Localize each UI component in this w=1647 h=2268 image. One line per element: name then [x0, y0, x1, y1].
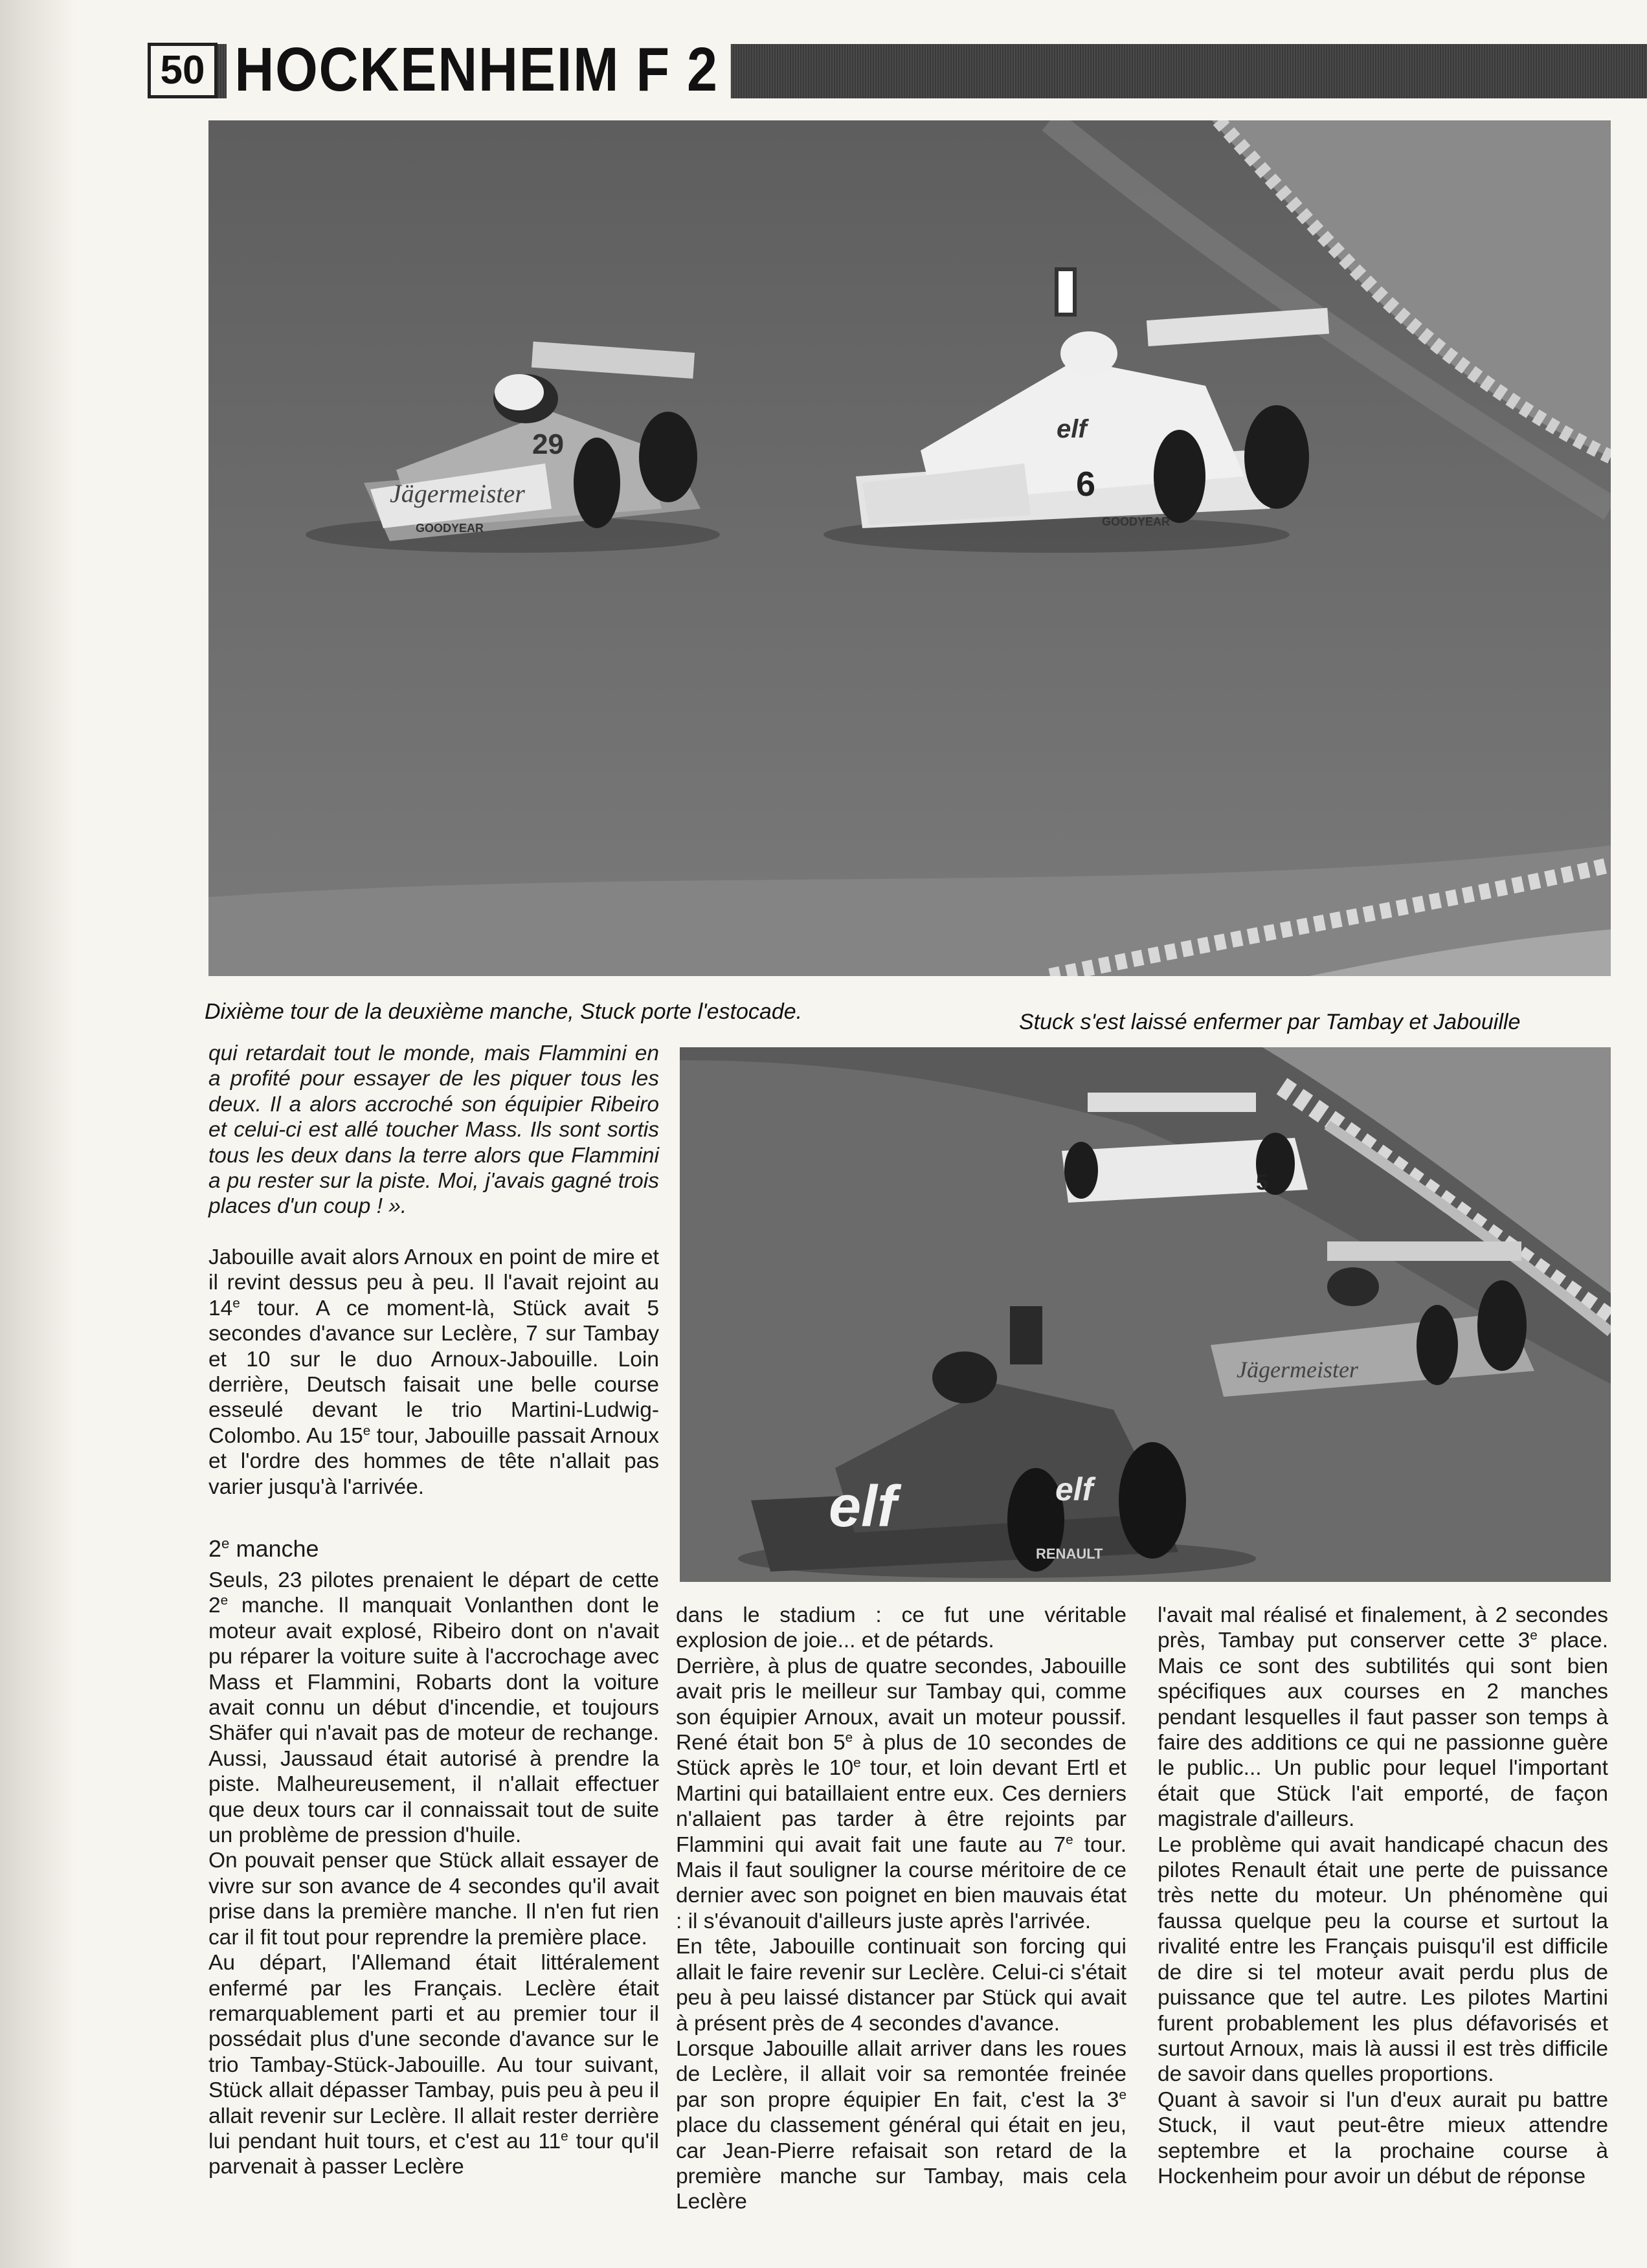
paragraph-l3: Au départ, l'Allemand était littéralement enfermé par les Français. Leclère était remarquablement parti et au premier tour il possédait plus d'une seconde d'avance sur le trio Tambay-Stück-Jabouille. Au tour suivant, Stück allait dépasser Tambay, puis peu à peu il allait revenir sur Leclère. Il allait rester derrière lui pendant huit tours, et c'est au 11e tour qu'il parvenait à passer Leclère	[208, 1951, 659, 2179]
paragraph-1: Jabouille avait alors Arnoux en point de mire et il revint dessus peu à peu. Il l'avait rejoint au 14e tour. A ce moment-là, Stück avait 5 secondes d'avance sur Leclère, 7 sur Tambay et 10 sur le duo Arnoux-Jabouille. Loin derrière, Deutsch faisait une belle course esseulé devant le trio Martini-Ludwig-Colombo. Au 15e tour, Jabouille passait Arnoux et l'ordre des hommes de tête n'allait pas varier jusqu'à l'arrivée.	[208, 1245, 659, 1499]
paragraph-r3: Quant à savoir si l'un d'eux aurait pu battre Stuck, il vaut peut-être mieux attendre septembre et la prochaine course à Hockenheim pour avoir un début de réponse	[1158, 2087, 1608, 2188]
page-number: 50	[148, 43, 218, 98]
article-column-3	[1158, 1603, 1608, 2189]
paragraph-m2: Derrière, à plus de quatre secondes, Jabouille avait pris le meilleur sur Tambay qui, comme son équipier Arnoux, avait un moteur poussif. René était bon 5e à plus de 10 secondes de Stück après le 10e tour, et loin devant Ertl et Martini qui bataillaient entre eux. Ces derniers n'allaient pas tarder à être rejoints par Flammini qui avait fait une faute au 7e tour. Mais il faut souligner la course méritoire de ce dernier avec son poignet en bien mauvais état : il s'évanouit d'ailleurs juste après l'arrivée.	[676, 1654, 1127, 1933]
paragraph-r1: l'avait mal réalisé et finalement, à 2 secondes près, Tambay put conserver cette 3e place. Mais ce sont des subtilités qui sont bien spécifiques aux courses en 2 manches pendant lesquelles il faut passer son temps à faire des additions ce qui ne passionne guère le public... Un public pour lequel l'important était que Stück l'ait emporté, de façon magistrale d'ailleurs.	[1158, 1603, 1609, 1832]
race-photo-2	[680, 1047, 1611, 1582]
car1-sponsor-text: Jägermeister	[390, 479, 525, 508]
photo2-caption: Stuck s'est laissé enfermer par Tambay et Jabouille	[1019, 1010, 1521, 1034]
quote-paragraph: qui retardait tout le monde, mais Flammini en a profité pour essayer de les piquer tous les deux. Il a alors accroché son équipier Ribeiro et celui-ci est allé toucher Mass. Ils sont sortis tous les deux dans la terre alors que Flammini a pu rester sur la piste. Moi, j'avais gagné trois places d'un coup ! ».	[208, 1041, 659, 1219]
race-photo-1	[208, 120, 1611, 976]
paragraph-m1: dans le stadium : ce fut une véritable explosion de joie... et de pétards.	[676, 1603, 1126, 1653]
car2-number-text: 6	[1076, 465, 1096, 504]
paragraph-r2: Le problème qui avait handicapé chacun des pilotes Renault était une perte de puissance très nette du moteur. Un phénomène qui faussa quelque peu la course et surtout la rivalité entre les Français puisqu'il est difficile de dire si tel moteur avait perdu plus de puissance que tel autre. Les pilotes Martini furent probablement les plus défavorisés et surtout Arnoux, mais là aussi il est très difficile de savoir dans quelles proportions.	[1158, 1832, 1608, 2087]
car3-number-text: 5	[1256, 1170, 1268, 1195]
photo1-caption: Dixième tour de la deuxième manche, Stuck porte l'estocade.	[205, 999, 803, 1024]
article-column-1-top	[208, 1245, 659, 1500]
car1-tyre-text: GOODYEAR	[416, 522, 484, 535]
paragraph-l2: On pouvait penser que Stück allait essayer de vivre sur son avance de 4 secondes qu'il avait prise dans la première manche. Il n'en fut rien car il fit tout pour reprendre la première place.	[208, 1849, 659, 1950]
page-edge	[0, 0, 78, 2268]
car2-tyre-text: GOODYEAR	[1102, 515, 1171, 528]
car5-sponsor2-text: elf	[1055, 1471, 1093, 1507]
article-column-1	[208, 1568, 659, 2180]
article-column-2	[676, 1603, 1126, 2215]
paragraph-m3: En tête, Jabouille continuait son forcing qui allait le faire revenir sur Leclère. Celui-ci s'était peu à peu laissé distancer par Stück qui avait à présent près de 4 secondes d'avance.	[676, 1935, 1126, 2036]
car4b-sponsor-text: Jägermeister	[1237, 1357, 1358, 1383]
car5-sponsor-text: elf	[829, 1474, 897, 1539]
article-quote	[208, 1041, 659, 1219]
paragraph-m4: Lorsque Jabouille allait arriver dans les roues de Leclère, il allait voir sa remontée freinée par son propre équipier En fait, c'est la 3e place du classement général qui était en jeu, car Jean-Pierre refaisait son retard de la première manche sur Tambay, mais cela Leclère	[676, 2036, 1126, 2214]
car5-team-text: RENAULT	[1036, 1546, 1103, 1562]
section-subheading: 2e manche	[208, 1535, 319, 1562]
paragraph-l1: Seuls, 23 pilotes prenaient le départ de cette 2e manche. Il manquait Vonlanthen dont le moteur avait explosé, Ribeiro dont on n'avait pu réparer la voiture suite à l'accrochage avec Mass et Flammini, Robarts dont la voiture avait connu un début d'incendie, et toujours Shäfer qui n'avait pas de moteur de rechange. Aussi, Jaussaud était autorisé à prendre la piste. Malheureusement, il n'allait effectuer que deux tours car il connaissait tout de suite un problème de pression d'huile.	[208, 1568, 659, 1848]
page-header	[148, 35, 1647, 104]
article-title: HOCKENHEIM F 2	[227, 40, 731, 101]
car1-number-text: 29	[532, 428, 564, 460]
car2-sponsor-text: elf	[1057, 415, 1087, 443]
